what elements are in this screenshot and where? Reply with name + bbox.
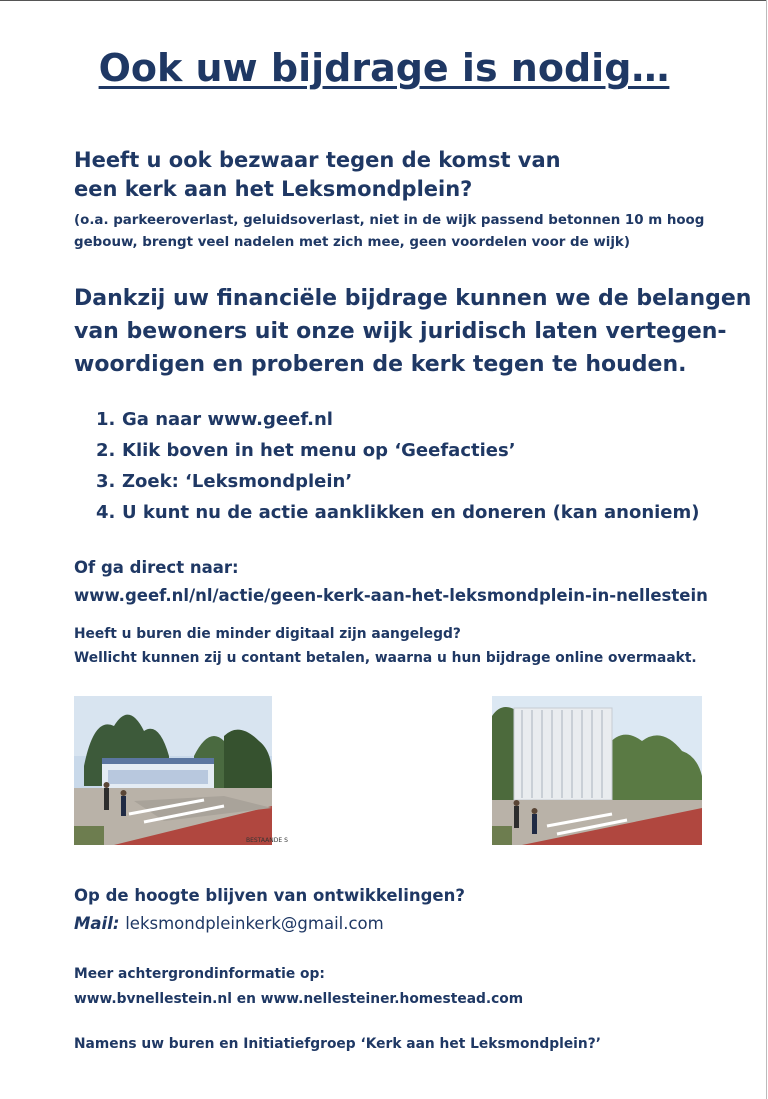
neighbours-note	[74, 622, 697, 670]
step-text: Klik boven in het menu op ‘Geefacties’	[122, 440, 516, 461]
page-title: Ook uw bijdrage is nodig…	[98, 46, 670, 90]
more-info-section	[74, 962, 523, 1012]
step-item	[96, 497, 700, 528]
step-number: 2.	[96, 440, 116, 461]
steps-list	[96, 404, 700, 528]
step-text: U kunt nu de actie aanklikken en doneren (kan anoniem)	[122, 502, 700, 523]
step-item	[96, 466, 700, 497]
more-info-links[interactable]: www.bvnellestein.nl en www.nellesteiner.homestead.com	[74, 991, 524, 1007]
direct-link-section	[74, 554, 708, 610]
current-site-illustration	[74, 696, 288, 845]
question-subtext	[74, 210, 704, 254]
question-subtext-line-2: gebouw, brengt veel nadelen met zich mee, geen voordelen voor de wijk)	[74, 235, 630, 250]
planned-church-illustration	[492, 696, 702, 845]
question-line-2: een kerk aan het Leksmondplein?	[74, 177, 473, 201]
mail-label: Mail:	[74, 914, 120, 933]
page-top-border	[0, 0, 766, 1]
step-text: Ga naar www.geef.nl	[122, 409, 333, 430]
question-line-1: Heeft u ook bezwaar tegen de komst van	[74, 148, 561, 172]
contribution-line-3: woordigen en proberen de kerk tegen te houden.	[74, 352, 687, 377]
planned-church-photo	[492, 696, 702, 845]
photo-caption: BESTAANDE S	[246, 837, 288, 844]
contribution-line-2: van bewoners uit onze wijk juridisch laten vertegen-	[74, 319, 727, 344]
neighbours-line-1: Heeft u buren die minder digitaal zijn aangelegd?	[74, 626, 461, 642]
updates-section	[74, 882, 465, 938]
current-site-photo	[74, 696, 288, 845]
more-info-label: Meer achtergrondinformatie op:	[74, 966, 325, 982]
mail-line	[74, 910, 465, 938]
signoff-text: Namens uw buren en Initiatiefgroep ‘Kerk aan het Leksmondplein?’	[74, 1036, 601, 1052]
step-number: 1.	[96, 409, 116, 430]
contribution-line-1: Dankzij uw financiële bijdrage kunnen we de belangen	[74, 286, 752, 311]
question-heading	[74, 146, 561, 204]
step-number: 3.	[96, 471, 116, 492]
question-subtext-line-1: (o.a. parkeeroverlast, geluidsoverlast, niet in de wijk passend betonnen 10 m hoog	[74, 213, 705, 228]
neighbours-line-2: Wellicht kunnen zij u contant betalen, waarna u hun bijdrage online overmaakt.	[74, 650, 697, 666]
step-item	[96, 404, 700, 435]
step-number: 4.	[96, 502, 116, 523]
step-text: Zoek: ‘Leksmondplein’	[122, 471, 353, 492]
updates-line: Op de hoogte blijven van ontwikkelingen?	[74, 886, 465, 905]
direct-label: Of ga direct naar:	[74, 558, 239, 577]
mail-address-link[interactable]: leksmondpleinkerk@gmail.com	[125, 914, 384, 933]
page-right-border	[766, 0, 767, 1099]
direct-url-link[interactable]: www.geef.nl/nl/actie/geen-kerk-aan-het-leksmondplein-in-nellestein	[74, 586, 708, 605]
contribution-paragraph	[74, 282, 751, 381]
step-item	[96, 435, 700, 466]
